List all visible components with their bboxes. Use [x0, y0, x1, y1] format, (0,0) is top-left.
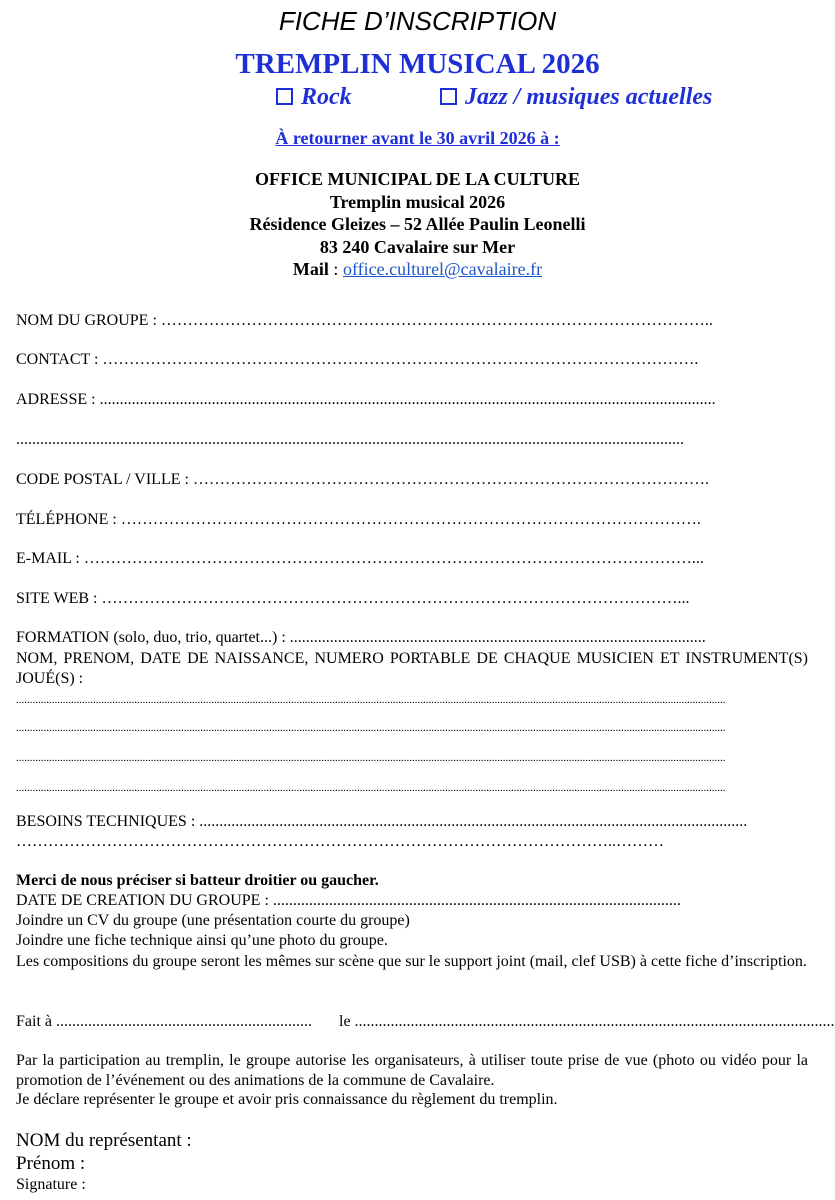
email-field[interactable]: E-MAIL : ……………………………………………………………………………………………………... [16, 550, 704, 567]
option-rock[interactable] [276, 84, 352, 111]
address-line-3: 83 240 Cavalaire sur Mer [319, 237, 516, 257]
musician-line-3[interactable]: .................................................................................................................................................................................................................................................................. [16, 752, 726, 764]
mail-line [0, 259, 835, 280]
option-rock-label: Rock [301, 84, 352, 110]
mail-link[interactable]: office.culturel@cavalaire.fr [342, 259, 543, 279]
signature-label[interactable]: Signature : [16, 1176, 86, 1193]
form-title: FICHE D’INSCRIPTION [278, 6, 557, 36]
mail-label: Mail [292, 259, 329, 279]
musician-line-1[interactable]: .................................................................................................................................................................................................................................................................. [16, 694, 726, 706]
tech-sheet-note: Joindre une fiche technique ainsi qu’une photo du groupe. [16, 932, 388, 949]
formation-field[interactable]: FORMATION (solo, duo, trio, quartet...) : ........................................................................................................ [16, 629, 706, 646]
jazz-checkbox[interactable] [440, 88, 457, 105]
deadline: À retourner avant le 30 avril 2026 à : [275, 128, 560, 148]
option-jazz-label: Jazz / musiques actuelles [465, 84, 713, 110]
address-continuation-field[interactable]: ....................................................................................................................................................................... [16, 431, 684, 448]
address-line-2: Résidence Gleizes – 52 Allée Paulin Leonelli [249, 214, 586, 234]
authorization-text: Par la participation au tremplin, le groupe autorise les organisateurs, à utiliser toute prise de vue (photo ou vidéo pour la promotion de l’événement ou des animations de la commune de Cavalaire. [16, 1052, 808, 1089]
first-name-label[interactable]: Prénom : [16, 1153, 86, 1174]
musician-line-2[interactable]: .................................................................................................................................................................................................................................................................. [16, 722, 726, 734]
creation-date-field[interactable]: DATE DE CREATION DU GROUPE : ...................................................................................................... [16, 892, 681, 909]
website-field[interactable]: SITE WEB : ………………………………………………………………………………………………... [16, 590, 690, 607]
address-line-1: Tremplin musical 2026 [329, 192, 506, 212]
compositions-note: Les compositions du groupe seront les mêmes sur scène que sur le support joint (mail, clef USB) à cette fiche d’inscription. [16, 953, 807, 970]
phone-field[interactable]: TÉLÉPHONE : ………………………………………………………………………………………………. [16, 511, 701, 528]
event-title: TREMPLIN MUSICAL 2026 [235, 48, 600, 80]
contact-field[interactable]: CONTACT : …………………………………………………………………………………………………. [16, 351, 699, 368]
address-field[interactable]: ADRESSE : .......................................................................................................................................................... [16, 391, 716, 408]
mail-separator: : [328, 259, 343, 279]
cv-note: Joindre un CV du groupe (une présentation courte du groupe) [16, 912, 410, 929]
org-name: OFFICE MUNICIPAL DE LA CULTURE [254, 169, 581, 189]
drummer-note: Merci de nous préciser si batteur droitier ou gaucher. [16, 872, 379, 889]
musicians-label: NOM, PRENOM, DATE DE NAISSANCE, NUMERO PORTABLE DE CHAQUE MUSICIEN ET INSTRUMENT(S) JOUÉ(S) : [16, 650, 808, 687]
option-jazz[interactable] [440, 84, 712, 111]
tech-needs-field[interactable]: BESOINS TECHNIQUES : ......................................................................................................................................... [16, 813, 748, 830]
tech-needs-continuation[interactable]: …………………………………………………………………………………………………..……… [16, 833, 664, 850]
date-field[interactable]: le ........................................................................................................................ [339, 1013, 835, 1030]
group-name-field[interactable]: NOM DU GROUPE : ………………………………………………………………………………………….. [16, 312, 713, 329]
postal-city-field[interactable]: CODE POSTAL / VILLE : ……………………………………………………………………………………. [16, 471, 709, 488]
fait-a-field[interactable]: Fait à ................................................................ [16, 1013, 312, 1030]
rock-checkbox[interactable] [276, 88, 293, 105]
musician-line-4[interactable]: .................................................................................................................................................................................................................................................................. [16, 782, 726, 794]
declaration-text: Je déclare représenter le groupe et avoir pris connaissance du règlement du tremplin. [16, 1091, 558, 1108]
representative-name-label[interactable]: NOM du représentant : [16, 1130, 192, 1151]
